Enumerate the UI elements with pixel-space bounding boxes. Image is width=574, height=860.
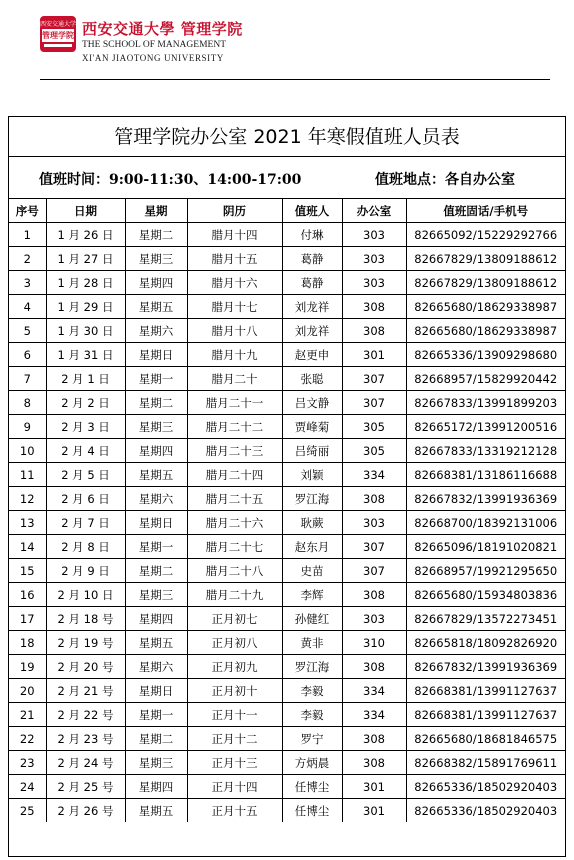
table-cell: 腊月十八 bbox=[187, 319, 282, 343]
table-cell: 18 bbox=[9, 631, 46, 655]
table-cell: 308 bbox=[342, 487, 406, 511]
table-cell: 82667829/13572273451 bbox=[406, 607, 565, 631]
table-cell: 星期四 bbox=[125, 439, 187, 463]
table-row bbox=[9, 247, 565, 271]
table-cell: 9 bbox=[9, 415, 46, 439]
table-cell: 星期三 bbox=[125, 415, 187, 439]
table-row bbox=[9, 439, 565, 463]
table-cell: 1 bbox=[9, 223, 46, 247]
table-cell: 李毅 bbox=[282, 703, 342, 727]
column-header: 值班人 bbox=[282, 199, 342, 223]
table-row bbox=[9, 799, 565, 823]
table-row bbox=[9, 583, 565, 607]
university-name-en: XI'AN JIAOTONG UNIVERSITY bbox=[82, 53, 224, 63]
table-cell: 310 bbox=[342, 631, 406, 655]
table-cell: 正月初八 bbox=[187, 631, 282, 655]
table-cell: 303 bbox=[342, 271, 406, 295]
table-cell: 5 bbox=[9, 319, 46, 343]
header-divider bbox=[40, 79, 550, 80]
table-header-row bbox=[9, 199, 565, 223]
table-cell: 2 月 2 日 bbox=[46, 391, 125, 415]
table-cell: 正月十四 bbox=[187, 775, 282, 799]
table-cell: 星期五 bbox=[125, 631, 187, 655]
table-cell: 301 bbox=[342, 343, 406, 367]
table-cell: 腊月二十一 bbox=[187, 391, 282, 415]
table-cell: 307 bbox=[342, 559, 406, 583]
table-cell: 301 bbox=[342, 799, 406, 823]
table-cell: 正月初九 bbox=[187, 655, 282, 679]
table-cell: 82665680/15934803836 bbox=[406, 583, 565, 607]
table-cell: 334 bbox=[342, 679, 406, 703]
table-cell: 正月初七 bbox=[187, 607, 282, 631]
emblem-top-text: 西安交通大学 bbox=[40, 21, 77, 28]
table-cell: 21 bbox=[9, 703, 46, 727]
table-cell: 1 月 31 日 bbox=[46, 343, 125, 367]
table-cell: 82667829/13809188612 bbox=[406, 247, 565, 271]
table-cell: 82665172/13991200516 bbox=[406, 415, 565, 439]
table-cell: 星期六 bbox=[125, 319, 187, 343]
table-cell: 6 bbox=[9, 343, 46, 367]
table-cell: 1 月 27 日 bbox=[46, 247, 125, 271]
table-cell: 308 bbox=[342, 295, 406, 319]
table-cell: 82665680/18629338987 bbox=[406, 295, 565, 319]
table-cell: 1 月 29 日 bbox=[46, 295, 125, 319]
table-cell: 2 bbox=[9, 247, 46, 271]
table-cell: 葛静 bbox=[282, 271, 342, 295]
emblem-mid-text: 管理学院 bbox=[42, 31, 74, 40]
table-cell: 2 月 19 号 bbox=[46, 631, 125, 655]
table-cell: 7 bbox=[9, 367, 46, 391]
table-cell: 2 月 6 日 bbox=[46, 487, 125, 511]
table-cell: 2 月 20 号 bbox=[46, 655, 125, 679]
document-title: 管理学院办公室 2021 年寒假值班人员表 bbox=[9, 117, 565, 157]
table-cell: 82668382/15891769611 bbox=[406, 751, 565, 775]
table-cell: 腊月二十九 bbox=[187, 583, 282, 607]
table-cell: 星期日 bbox=[125, 343, 187, 367]
duty-table bbox=[9, 199, 565, 822]
duty-time: 值班时间：9:00-11:30、14:00-17:00 bbox=[39, 172, 302, 188]
table-cell: 15 bbox=[9, 559, 46, 583]
table-cell: 3 bbox=[9, 271, 46, 295]
table-cell: 25 bbox=[9, 799, 46, 823]
table-row bbox=[9, 319, 565, 343]
table-cell: 吕文静 bbox=[282, 391, 342, 415]
table-cell: 星期三 bbox=[125, 583, 187, 607]
table-cell: 10 bbox=[9, 439, 46, 463]
table-cell: 李辉 bbox=[282, 583, 342, 607]
table-cell: 腊月二十八 bbox=[187, 559, 282, 583]
table-cell: 12 bbox=[9, 487, 46, 511]
table-cell: 腊月十六 bbox=[187, 271, 282, 295]
table-row bbox=[9, 511, 565, 535]
table-cell: 星期四 bbox=[125, 607, 187, 631]
table-cell: 2 月 7 日 bbox=[46, 511, 125, 535]
table-cell: 301 bbox=[342, 775, 406, 799]
table-cell: 2 月 3 日 bbox=[46, 415, 125, 439]
table-cell: 2 月 18 号 bbox=[46, 607, 125, 631]
column-header: 办公室 bbox=[342, 199, 406, 223]
table-cell: 腊月二十七 bbox=[187, 535, 282, 559]
table-cell: 2 月 1 日 bbox=[46, 367, 125, 391]
table-cell: 334 bbox=[342, 703, 406, 727]
table-cell: 82668957/19921295650 bbox=[406, 559, 565, 583]
table-cell: 吕绮丽 bbox=[282, 439, 342, 463]
table-row bbox=[9, 559, 565, 583]
table-cell: 23 bbox=[9, 751, 46, 775]
table-cell: 82667833/13991899203 bbox=[406, 391, 565, 415]
table-cell: 2 月 25 号 bbox=[46, 775, 125, 799]
table-cell: 82668957/15829920442 bbox=[406, 367, 565, 391]
table-cell: 史苗 bbox=[282, 559, 342, 583]
table-cell: 正月十五 bbox=[187, 799, 282, 823]
table-cell: 正月十三 bbox=[187, 751, 282, 775]
table-cell: 11 bbox=[9, 463, 46, 487]
table-cell: 334 bbox=[342, 463, 406, 487]
table-cell: 2 月 5 日 bbox=[46, 463, 125, 487]
table-cell: 1 月 30 日 bbox=[46, 319, 125, 343]
table-cell: 2 月 22 号 bbox=[46, 703, 125, 727]
table-cell: 腊月二十 bbox=[187, 367, 282, 391]
table-cell: 2 月 4 日 bbox=[46, 439, 125, 463]
table-cell: 1 月 26 日 bbox=[46, 223, 125, 247]
table-cell: 腊月二十三 bbox=[187, 439, 282, 463]
table-cell: 任博尘 bbox=[282, 799, 342, 823]
table-cell: 腊月十九 bbox=[187, 343, 282, 367]
table-cell: 308 bbox=[342, 319, 406, 343]
duty-place: 值班地点：各自办公室 bbox=[375, 172, 515, 188]
duty-schedule-frame bbox=[8, 116, 566, 857]
table-cell: 星期日 bbox=[125, 679, 187, 703]
table-row bbox=[9, 463, 565, 487]
table-cell: 贾峰菊 bbox=[282, 415, 342, 439]
table-row bbox=[9, 655, 565, 679]
table-cell: 星期一 bbox=[125, 535, 187, 559]
table-cell: 303 bbox=[342, 247, 406, 271]
table-cell: 82665336/18502920403 bbox=[406, 799, 565, 823]
duty-info-row bbox=[9, 157, 565, 199]
table-cell: 82667833/13319212128 bbox=[406, 439, 565, 463]
table-cell: 307 bbox=[342, 535, 406, 559]
table-cell: 星期四 bbox=[125, 775, 187, 799]
table-cell: 4 bbox=[9, 295, 46, 319]
table-cell: 19 bbox=[9, 655, 46, 679]
table-cell: 腊月二十四 bbox=[187, 463, 282, 487]
table-cell: 305 bbox=[342, 439, 406, 463]
table-row bbox=[9, 271, 565, 295]
table-cell: 星期三 bbox=[125, 751, 187, 775]
table-cell: 8 bbox=[9, 391, 46, 415]
table-cell: 2 月 23 号 bbox=[46, 727, 125, 751]
table-row bbox=[9, 343, 565, 367]
table-cell: 付琳 bbox=[282, 223, 342, 247]
table-cell: 刘颖 bbox=[282, 463, 342, 487]
table-cell: 星期六 bbox=[125, 487, 187, 511]
column-header: 值班固话/手机号 bbox=[406, 199, 565, 223]
table-cell: 308 bbox=[342, 727, 406, 751]
table-cell: 2 月 8 日 bbox=[46, 535, 125, 559]
table-cell: 正月初十 bbox=[187, 679, 282, 703]
table-cell: 星期二 bbox=[125, 727, 187, 751]
column-header: 星期 bbox=[125, 199, 187, 223]
table-cell: 22 bbox=[9, 727, 46, 751]
table-cell: 2 月 21 号 bbox=[46, 679, 125, 703]
table-row bbox=[9, 703, 565, 727]
table-row bbox=[9, 751, 565, 775]
table-row bbox=[9, 631, 565, 655]
table-cell: 星期五 bbox=[125, 295, 187, 319]
table-cell: 赵东月 bbox=[282, 535, 342, 559]
table-cell: 82665336/18502920403 bbox=[406, 775, 565, 799]
table-row bbox=[9, 679, 565, 703]
table-cell: 24 bbox=[9, 775, 46, 799]
table-cell: 82667832/13991936369 bbox=[406, 655, 565, 679]
table-cell: 星期五 bbox=[125, 799, 187, 823]
table-cell: 20 bbox=[9, 679, 46, 703]
table-cell: 赵更申 bbox=[282, 343, 342, 367]
table-cell: 1 月 28 日 bbox=[46, 271, 125, 295]
table-cell: 腊月二十五 bbox=[187, 487, 282, 511]
school-logo bbox=[40, 16, 280, 72]
table-cell: 308 bbox=[342, 751, 406, 775]
table-cell: 13 bbox=[9, 511, 46, 535]
table-cell: 刘龙祥 bbox=[282, 295, 342, 319]
table-cell: 14 bbox=[9, 535, 46, 559]
table-cell: 方炳晨 bbox=[282, 751, 342, 775]
table-cell: 罗宁 bbox=[282, 727, 342, 751]
table-cell: 葛静 bbox=[282, 247, 342, 271]
table-cell: 82665336/13909298680 bbox=[406, 343, 565, 367]
table-cell: 82665680/18681846575 bbox=[406, 727, 565, 751]
table-cell: 82668381/13186116688 bbox=[406, 463, 565, 487]
table-cell: 腊月十五 bbox=[187, 247, 282, 271]
table-cell: 82665092/15229292766 bbox=[406, 223, 565, 247]
table-cell: 腊月十七 bbox=[187, 295, 282, 319]
table-cell: 2 月 26 号 bbox=[46, 799, 125, 823]
table-row bbox=[9, 727, 565, 751]
school-name-cn: 西安交通大學 管理学院 bbox=[82, 20, 243, 38]
table-cell: 82667832/13991936369 bbox=[406, 487, 565, 511]
table-cell: 82665680/18629338987 bbox=[406, 319, 565, 343]
column-header: 日期 bbox=[46, 199, 125, 223]
table-cell: 罗江海 bbox=[282, 655, 342, 679]
column-header: 序号 bbox=[9, 199, 46, 223]
table-cell: 303 bbox=[342, 223, 406, 247]
table-cell: 82668700/18392131006 bbox=[406, 511, 565, 535]
table-cell: 82667829/13809188612 bbox=[406, 271, 565, 295]
table-row bbox=[9, 223, 565, 247]
table-cell: 星期二 bbox=[125, 559, 187, 583]
table-cell: 罗江海 bbox=[282, 487, 342, 511]
table-cell: 李毅 bbox=[282, 679, 342, 703]
table-cell: 星期一 bbox=[125, 367, 187, 391]
emblem-bar bbox=[44, 44, 72, 47]
table-row bbox=[9, 607, 565, 631]
table-cell: 307 bbox=[342, 391, 406, 415]
table-cell: 星期日 bbox=[125, 511, 187, 535]
table-cell: 刘龙祥 bbox=[282, 319, 342, 343]
table-cell: 星期六 bbox=[125, 655, 187, 679]
table-cell: 305 bbox=[342, 415, 406, 439]
table-cell: 308 bbox=[342, 655, 406, 679]
table-cell: 82668381/13991127637 bbox=[406, 703, 565, 727]
table-cell: 孙健红 bbox=[282, 607, 342, 631]
table-row bbox=[9, 391, 565, 415]
table-row bbox=[9, 535, 565, 559]
table-cell: 2 月 24 号 bbox=[46, 751, 125, 775]
table-cell: 星期五 bbox=[125, 463, 187, 487]
table-cell: 腊月二十二 bbox=[187, 415, 282, 439]
table-cell: 16 bbox=[9, 583, 46, 607]
table-row bbox=[9, 775, 565, 799]
table-cell: 星期二 bbox=[125, 223, 187, 247]
table-cell: 黄非 bbox=[282, 631, 342, 655]
table-row bbox=[9, 415, 565, 439]
table-row bbox=[9, 487, 565, 511]
table-cell: 303 bbox=[342, 607, 406, 631]
table-cell: 正月十一 bbox=[187, 703, 282, 727]
table-cell: 星期三 bbox=[125, 247, 187, 271]
table-cell: 82665096/18191020821 bbox=[406, 535, 565, 559]
table-cell: 张聪 bbox=[282, 367, 342, 391]
table-cell: 17 bbox=[9, 607, 46, 631]
table-cell: 任博尘 bbox=[282, 775, 342, 799]
table-cell: 2 月 9 日 bbox=[46, 559, 125, 583]
table-row bbox=[9, 295, 565, 319]
table-cell: 82668381/13991127637 bbox=[406, 679, 565, 703]
table-cell: 腊月二十六 bbox=[187, 511, 282, 535]
table-cell: 耿蕨 bbox=[282, 511, 342, 535]
column-header: 阴历 bbox=[187, 199, 282, 223]
table-cell: 303 bbox=[342, 511, 406, 535]
table-cell: 星期一 bbox=[125, 703, 187, 727]
table-cell: 308 bbox=[342, 583, 406, 607]
table-cell: 星期二 bbox=[125, 391, 187, 415]
table-cell: 腊月十四 bbox=[187, 223, 282, 247]
table-cell: 2 月 10 日 bbox=[46, 583, 125, 607]
table-cell: 星期四 bbox=[125, 271, 187, 295]
school-name-en: THE SCHOOL OF MANAGEMENT bbox=[82, 40, 226, 50]
table-cell: 307 bbox=[342, 367, 406, 391]
table-row bbox=[9, 367, 565, 391]
table-cell: 正月十二 bbox=[187, 727, 282, 751]
table-cell: 82665818/18092826920 bbox=[406, 631, 565, 655]
school-emblem-icon bbox=[40, 16, 76, 52]
